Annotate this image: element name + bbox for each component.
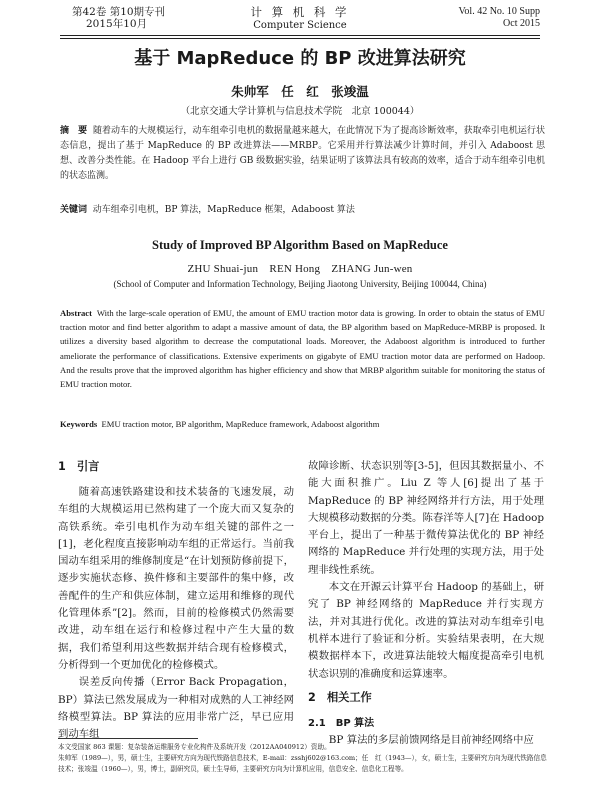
header-right [459, 6, 541, 30]
header-rule-thin [60, 38, 540, 39]
abstract-en [60, 306, 545, 391]
footnote-rule [58, 738, 198, 739]
abstract-cn-text: 随着动车的大规模运行，动车组牵引电机的数据量越来越大，在此情况下为了提高诊断效率，获取牵引电机运行状态信息，提出了基于 MapReduce 的 BP 改进算法——MRBP。它采用并行算法减少计算时间，并引入 Adaboost 思想、改善分类性能。在 Hadoop 平台上进行 GB 级数据实验，结果证明了该算法具有较高的效率，适合于动车组牵引电机的状态监测。 [60, 126, 545, 181]
paper-title-en: Study of Improved BP Algorithm Based on MapReduce [152, 238, 448, 252]
footnotes [58, 742, 548, 775]
keywords-cn-text: 动车组牵引电机，BP 算法，MapReduce 框架，Adaboost 算法 [92, 205, 355, 215]
footnote-authors: 朱帅军（1989—），男，硕士生，主要研究方向为现代铁路信息技术，E-mail：zsshj602@163.com；任 红（1943—），女，硕士生，主要研究方向为现代铁路信息技术；张竣温（1960—），男，博士，副研究员，硕士生导师，主要研究方向为计算机应用，信息安全、信息化工程等。 [58, 754, 547, 773]
intro-paragraph-3: 故障诊断、状态识别等[3-5]，但因其数据量小、不能大面积推广。Liu Z 等人[6]提出了基于 MapReduce 的 BP 神经网络并行方法，用于处理大规模移动数据的分类。陈春洋等人[7]在 Hadoop 平台上，提出了一种基于微传算法优化的 BP 神经网络的 MapReduce 并行处理的实现方法，用于处理非线性系统。 [308, 460, 544, 576]
keywords-en [60, 418, 545, 430]
keywords-en-text: EMU traction motor, BP algorithm, MapReduce framework, Adaboost algorithm [101, 419, 380, 429]
section-1-heading: 1 引言 [58, 460, 100, 473]
affiliation-en: (School of Computer and Information Technology, Beijing Jiaotong University, Beijing 100044, China) [113, 279, 487, 289]
date-en: Oct 2015 [503, 18, 540, 29]
abstract-en-label: Abstract [60, 308, 92, 318]
footnote-funding: 本文受国家 863 课题：复杂装备运维服务专业化构件及系统开发（2012AA040912）资助。 [58, 743, 331, 751]
date-cn: 2015年10月 [86, 18, 148, 30]
header-rule-thick [60, 35, 540, 36]
keywords-en-label: Keywords [60, 419, 98, 429]
intro-paragraph-4: 本文在开源云计算平台 Hadoop 的基础上，研究了 BP 神经网络的 MapReduce 并行实现方法，并对其进行优化。改进的算法对动车组牵引电机样本进行了验证和分析。实验结果表明，在大规模数据样本下，改进算法能较大幅度提高牵引电机状态识别的准确度和运算速率。 [308, 581, 544, 680]
authors-en: ZHU Shuai-jun REN Hong ZHANG Jun-wen [187, 263, 413, 275]
volume-cn: 第42卷 第10期专刊 [72, 6, 166, 18]
section-2-1-heading: 2.1 BP 算法 [308, 717, 375, 729]
journal-name-en: Computer Science [253, 20, 347, 31]
affiliation-cn: （北京交通大学计算机与信息技术学院 北京 100044） [180, 106, 420, 117]
authors-cn: 朱帅军 任 红 张竣温 [231, 84, 369, 99]
abstract-en-text: With the large-scale operation of EMU, the amount of EMU traction motor data is growing. In order to obtain the status of EMU traction motor and find better algorithm to adapt a massive amount of data, the BP algorithm based on MapReduce-MRBP is proposed. It utilizes a diversity based algorithm to decrease the computational loads. Moreover, the Adaboost algorithm is introduced to further ameliorate the performance of classifications. Extensive experiments on gigabyte of EMU traction motor data are performed on Hadoop. And the results prove that the improved algorithm has higher efficiency and show that MRBP algorithm suitable for monitoring the status of EMU traction motor. [60, 308, 545, 390]
abstract-cn [60, 124, 545, 184]
keywords-cn [60, 204, 545, 217]
body-column-left [58, 458, 294, 743]
bp-paragraph-1: BP 算法的多层前馈网络是目前神经网络中应 [328, 733, 534, 746]
journal-name-cn: 计 算 机 科 学 [250, 5, 350, 19]
paper-title-cn: 基于 MapReduce 的 BP 改进算法研究 [134, 48, 466, 69]
abstract-cn-label: 摘 要 [60, 126, 88, 136]
intro-paragraph-2: 误差反向传播（Error Back Propagation，BP）算法已然发展成为一种相对成熟的人工神经网络模型算法。BP 算法的应用非常广泛，早已应用到动车组 [58, 676, 294, 741]
volume-en: Vol. 42 No. 10 Supp [458, 6, 540, 17]
intro-paragraph-1: 随着高速铁路建设和技术装备的飞速发展，动车组的大规模运用已然构建了一个庞大而又复杂的高铁系统。牵引电机作为动车组关键的部件之一[1]，老化程度直接影响动车组的正常运行。当前我国动车组采用的维修制度是“在计划预防修前提下，逐步实施状态修、换件修和主要部件的集中修，改善配件的生产和供应体制，建立运用和维修的现代化管理体系”[2]。然而，目前的检修模式仍然需要改进，动车组在运行和检修过程中产生大量的数据，我们希望利用这些数据并结合现有检修模式，分析得到一个更加优化的检修模式。 [58, 486, 294, 671]
keywords-cn-label: 关键词 [60, 205, 88, 215]
section-2-heading: 2 相关工作 [308, 690, 372, 704]
body-column-right [308, 458, 544, 749]
